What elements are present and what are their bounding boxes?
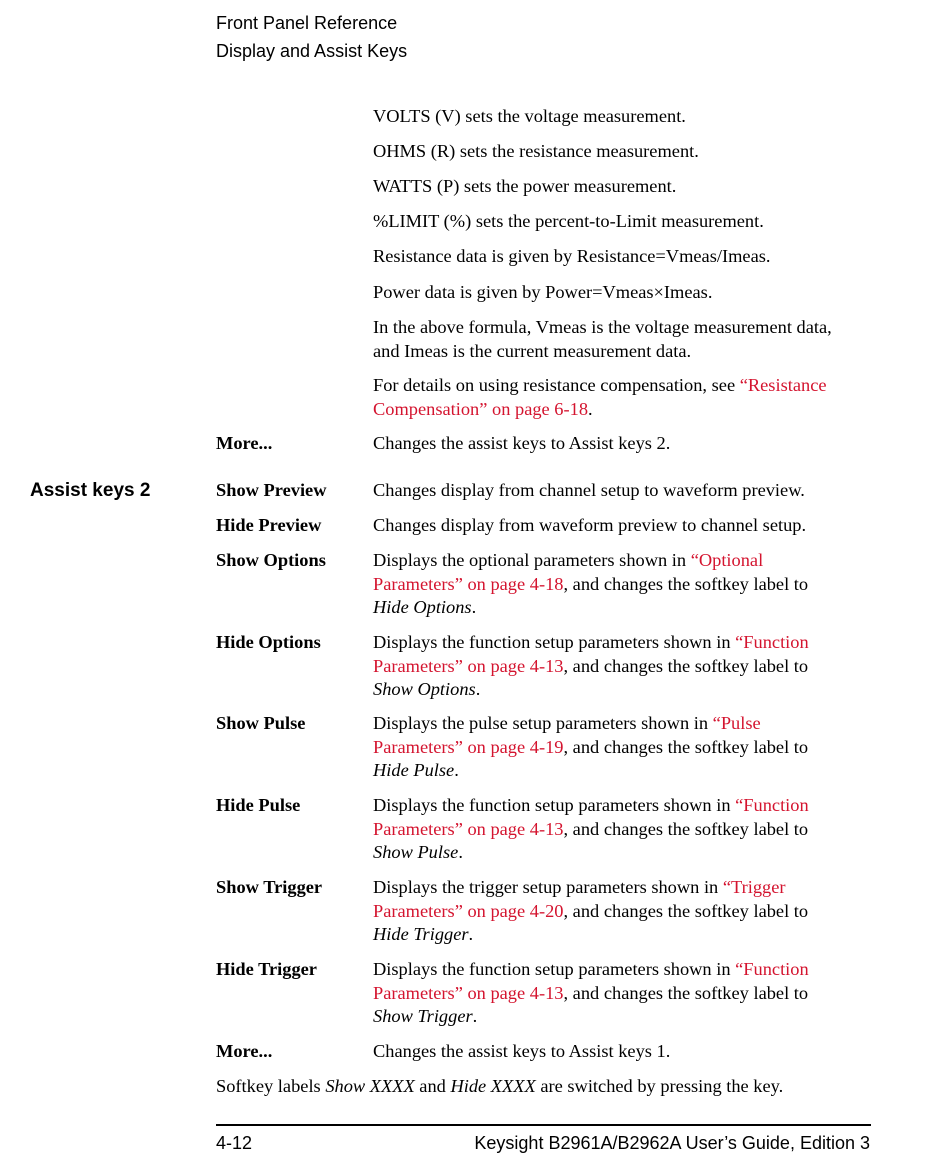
more-key-2-desc: Changes the assist keys to Assist keys 1. bbox=[373, 1041, 671, 1061]
link-part-2[interactable]: Parameters” on page 4-19 bbox=[373, 736, 564, 757]
link-part-1[interactable]: “Function bbox=[735, 795, 809, 815]
ohms-text: OHMS (R) sets the resistance measurement. bbox=[373, 141, 699, 161]
desc-text: Displays the function setup parameters shown in bbox=[373, 795, 736, 815]
hide-preview-desc: Changes display from waveform preview to channel setup. bbox=[373, 515, 807, 535]
note-text: are switched by pressing the key. bbox=[535, 1076, 784, 1096]
softkey-label: Hide Trigger bbox=[373, 924, 469, 944]
desc-text: , and changes the softkey label to bbox=[563, 655, 809, 676]
hide-options-key: Hide Options bbox=[216, 632, 321, 652]
softkey-label: Show Options bbox=[373, 679, 476, 699]
note-text: Softkey labels bbox=[216, 1076, 326, 1096]
desc-text: , and changes the softkey label to bbox=[563, 818, 809, 839]
volts-text: VOLTS (V) sets the voltage measurement. bbox=[373, 106, 686, 126]
more-key-1-desc: Changes the assist keys to Assist keys 2. bbox=[373, 433, 671, 453]
more-key-1: More... bbox=[216, 433, 273, 453]
desc-text: Displays the trigger setup parameters shown in bbox=[373, 877, 723, 897]
show-options-desc: Displays the optional parameters shown in “Optional Parameters” on page 4-18, and changes the softkey label to Hide Options. bbox=[373, 550, 809, 617]
watts-text: WATTS (P) sets the power measurement. bbox=[373, 176, 677, 196]
resistance-formula: Resistance data is given by Resistance=Vmeas/Imeas. bbox=[373, 246, 771, 266]
page-number: 4-12 bbox=[216, 1133, 253, 1153]
document-title: Keysight B2961A/B2962A User’s Guide, Edition 3 bbox=[474, 1133, 870, 1153]
hide-options-desc: Displays the function setup parameters shown in “Function Parameters” on page 4-13, and changes the softkey label to Show Options. bbox=[373, 632, 809, 699]
show-pulse-desc: Displays the pulse setup parameters shown in “Pulse Parameters” on page 4-19, and changes the softkey label to Hide Pulse. bbox=[373, 713, 809, 780]
hide-preview-key: Hide Preview bbox=[216, 515, 322, 535]
link-part-2[interactable]: Compensation” on page 6-18 bbox=[373, 398, 589, 419]
details-end: . bbox=[588, 398, 593, 419]
softkey-note bbox=[216, 1075, 876, 1099]
link-part-2[interactable]: Parameters” on page 4-13 bbox=[373, 818, 564, 839]
formula-line-2: and Imeas is the current measurement data. bbox=[373, 340, 692, 361]
resistance-compensation-ref bbox=[373, 374, 873, 421]
desc-text: Displays the pulse setup parameters shown in bbox=[373, 713, 713, 733]
details-text: For details on using resistance compensation, see bbox=[373, 375, 740, 395]
softkey-label: Show Pulse bbox=[373, 842, 459, 862]
link-part-1[interactable]: “Function bbox=[735, 632, 809, 652]
link-part-1[interactable]: “Optional bbox=[690, 550, 764, 570]
hide-trigger-desc: Displays the function setup parameters shown in “Function Parameters” on page 4-13, and changes the softkey label to Show Trigger. bbox=[373, 959, 809, 1026]
more-key-2: More... bbox=[216, 1041, 273, 1061]
show-options-key: Show Options bbox=[216, 550, 326, 570]
softkey-label: Hide Options bbox=[373, 597, 472, 617]
hide-trigger-key: Hide Trigger bbox=[216, 959, 317, 979]
link-part-1[interactable]: “Function bbox=[735, 959, 809, 979]
desc-text: Displays the optional parameters shown in bbox=[373, 550, 691, 570]
limit-text: %LIMIT (%) sets the percent-to-Limit measurement. bbox=[373, 211, 764, 231]
show-preview-desc: Changes display from channel setup to waveform preview. bbox=[373, 480, 805, 500]
show-pulse-key: Show Pulse bbox=[216, 713, 306, 733]
show-preview-key: Show Preview bbox=[216, 480, 327, 500]
note-label: Hide XXXX bbox=[450, 1076, 536, 1096]
hide-pulse-key: Hide Pulse bbox=[216, 795, 301, 815]
softkey-label: Hide Pulse bbox=[373, 760, 455, 780]
show-trigger-key: Show Trigger bbox=[216, 877, 323, 897]
link-part-2[interactable]: Parameters” on page 4-20 bbox=[373, 900, 564, 921]
desc-text: , and changes the softkey label to bbox=[563, 736, 809, 757]
link-part-2[interactable]: Parameters” on page 4-13 bbox=[373, 655, 564, 676]
desc-text: Displays the function setup parameters shown in bbox=[373, 632, 736, 652]
hide-pulse-desc: Displays the function setup parameters shown in “Function Parameters” on page 4-13, and changes the softkey label to Show Pulse. bbox=[373, 795, 809, 862]
desc-text: , and changes the softkey label to bbox=[563, 573, 809, 594]
desc-text: , and changes the softkey label to bbox=[563, 900, 809, 921]
section-title-assist-keys-2: Assist keys 2 bbox=[30, 480, 151, 501]
desc-text: , and changes the softkey label to bbox=[563, 982, 809, 1003]
formula-explanation bbox=[373, 316, 873, 363]
desc-text: Displays the function setup parameters shown in bbox=[373, 959, 736, 979]
footer-rule bbox=[216, 1124, 871, 1126]
formula-line-1: In the above formula, Vmeas is the voltage measurement data, bbox=[373, 317, 832, 337]
note-label: Show XXXX bbox=[325, 1076, 415, 1096]
softkey-label: Show Trigger bbox=[373, 1006, 473, 1026]
running-header-chapter: Front Panel Reference bbox=[216, 13, 398, 33]
link-part-1[interactable]: “Pulse bbox=[712, 713, 761, 733]
link-part-2[interactable]: Parameters” on page 4-13 bbox=[373, 982, 564, 1003]
link-part-2[interactable]: Parameters” on page 4-18 bbox=[373, 573, 564, 594]
show-trigger-desc: Displays the trigger setup parameters shown in “Trigger Parameters” on page 4-20, and changes the softkey label to Hide Trigger. bbox=[373, 877, 809, 944]
link-part-1[interactable]: “Resistance bbox=[739, 375, 827, 395]
link-part-1[interactable]: “Trigger bbox=[722, 877, 786, 897]
note-text: and bbox=[414, 1076, 451, 1096]
running-header-section: Display and Assist Keys bbox=[216, 41, 408, 61]
power-formula: Power data is given by Power=Vmeas×Imeas. bbox=[373, 282, 713, 302]
